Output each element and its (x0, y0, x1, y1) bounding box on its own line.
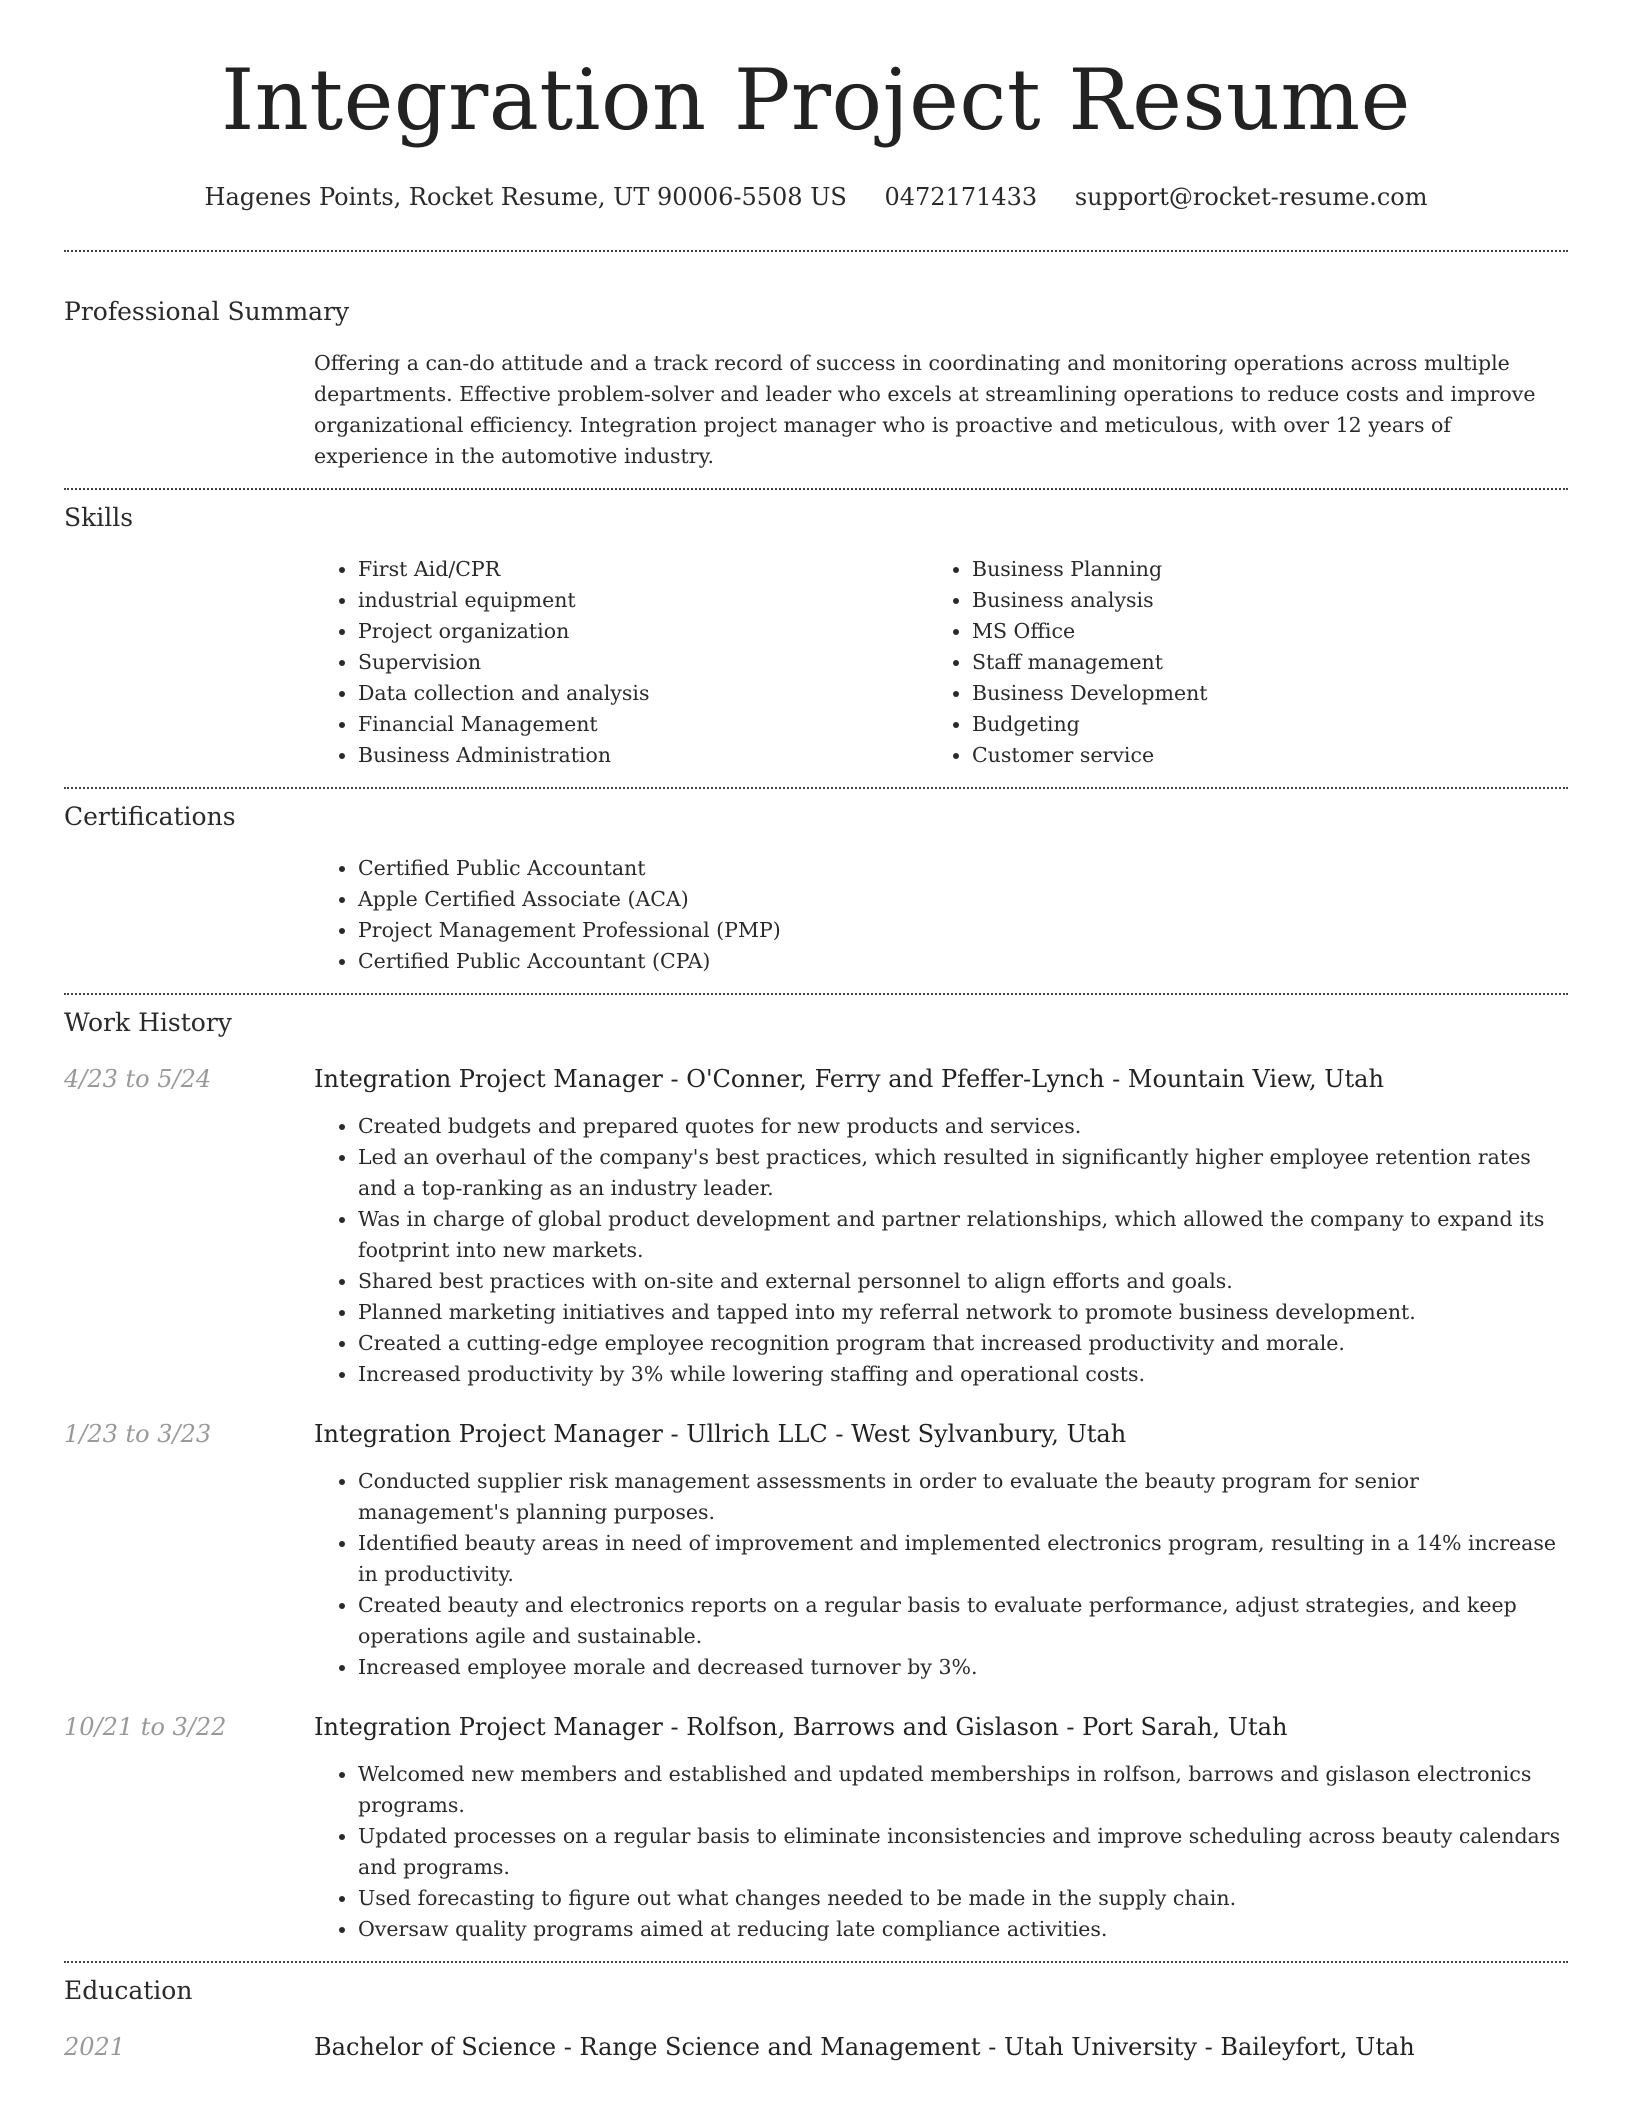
section-heading-certifications: Certifications (64, 802, 236, 831)
job-bullet: • Created a cutting-edge employee recognition program that increased productivity and morale. (358, 1328, 1568, 1359)
skill-item: • Business Administration (358, 740, 928, 771)
section-heading-work: Work History (64, 1008, 232, 1037)
skills-section (64, 490, 1568, 771)
job-header (64, 1063, 1568, 1095)
skills-list-right (928, 554, 1542, 771)
job-entry (64, 1418, 1568, 1683)
job-bullet: • Used forecasting to figure out what changes needed to be made in the supply chain. (358, 1883, 1568, 1914)
summary-text: Offering a can-do attitude and a track record of success in coordinating and monitoring operations across multiple departments. Effective problem-solver and leader who excels at streamlining operations to reduce costs and improve organizational efficiency. Integration project manager who is proactive and meticulous, with over 12 years of experience in the automotive industry. (314, 351, 1536, 468)
education-title: Bachelor of Science - Range Science and Management - Utah University - Baileyfort, Utah (314, 2033, 1415, 2061)
contact-email: support@rocket-resume.com (1074, 183, 1428, 211)
skill-item: • First Aid/CPR (358, 554, 928, 585)
job-bullet: • Increased productivity by 3% while lowering staffing and operational costs. (358, 1359, 1568, 1390)
job-header (64, 1711, 1568, 1743)
contact-phone: 0472171433 (884, 183, 1038, 211)
contact-address: Hagenes Points, Rocket Resume, UT 90006-5508 US (204, 183, 847, 211)
job-bullets (314, 1759, 1568, 1945)
section-heading-education: Education (64, 1976, 193, 2005)
work-section (64, 995, 1568, 1945)
education-section (64, 1963, 1568, 2063)
section-heading-summary: Professional Summary (64, 297, 350, 326)
certification-item: • Project Management Professional (PMP) (358, 915, 1568, 946)
skill-item: • Project organization (358, 616, 928, 647)
job-date: 10/21 to 3/22 (64, 1713, 227, 1741)
skill-item: • Staff management (972, 647, 1542, 678)
skills-columns (314, 554, 1568, 771)
skill-item: • Budgeting (972, 709, 1542, 740)
skill-item: • Business Planning (972, 554, 1542, 585)
job-bullet-list (314, 1111, 1568, 1390)
resume-title: Integration Project Resume (221, 51, 1411, 149)
job-title: Integration Project Manager - Rolfson, Barrows and Gislason - Port Sarah, Utah (314, 1713, 1288, 1741)
job-bullet-list (314, 1759, 1568, 1945)
skill-item: • Data collection and analysis (358, 678, 928, 709)
job-bullet: • Updated processes on a regular basis to eliminate inconsistencies and improve scheduling across beauty calendars and programs. (358, 1821, 1568, 1883)
certifications-list (314, 853, 1568, 977)
skill-item: • Customer service (972, 740, 1542, 771)
certification-item: • Certified Public Accountant (CPA) (358, 946, 1568, 977)
certifications-content (314, 853, 1568, 977)
job-title: Integration Project Manager - O'Conner, Ferry and Pfeffer-Lynch - Mountain View, Utah (314, 1065, 1384, 1093)
education-date: 2021 (64, 2033, 126, 2061)
job-bullet-list (314, 1466, 1568, 1683)
job-bullet: • Led an overhaul of the company's best practices, which resulted in significantly higher employee retention rates and a top-ranking as an industry leader. (358, 1142, 1568, 1204)
job-bullet: • Was in charge of global product development and partner relationships, which allowed the company to expand its footprint into new markets. (358, 1204, 1568, 1266)
skills-list-left (314, 554, 928, 771)
job-entry (64, 1063, 1568, 1390)
job-bullet: • Conducted supplier risk management assessments in order to evaluate the beauty program for senior management's planning purposes. (358, 1466, 1568, 1528)
skill-item: • Business Development (972, 678, 1542, 709)
job-bullets (314, 1111, 1568, 1390)
education-header (64, 2031, 1568, 2063)
certifications-section (64, 789, 1568, 977)
job-bullets (314, 1466, 1568, 1683)
job-date: 4/23 to 5/24 (64, 1065, 212, 1093)
job-entry (64, 1711, 1568, 1945)
job-date: 1/23 to 3/23 (64, 1420, 212, 1448)
job-bullet: • Oversaw quality programs aimed at reducing late compliance activities. (358, 1914, 1568, 1945)
job-bullet: • Shared best practices with on-site and external personnel to align efforts and goals. (358, 1266, 1568, 1297)
summary-content (314, 348, 1568, 472)
job-bullet: • Created budgets and prepared quotes for new products and services. (358, 1111, 1568, 1142)
skill-item: • MS Office (972, 616, 1542, 647)
job-title: Integration Project Manager - Ullrich LLC - West Sylvanbury, Utah (314, 1420, 1127, 1448)
skill-item: • Supervision (358, 647, 928, 678)
skill-item: • industrial equipment (358, 585, 928, 616)
section-heading-skills: Skills (64, 503, 134, 532)
job-bullet: • Increased employee morale and decreased turnover by 3%. (358, 1652, 1568, 1683)
summary-section (64, 252, 1568, 472)
certification-item: • Apple Certified Associate (ACA) (358, 884, 1568, 915)
skill-item: • Business analysis (972, 585, 1542, 616)
contact-line (64, 182, 1568, 212)
certification-item: • Certified Public Accountant (358, 853, 1568, 884)
job-bullet: • Identified beauty areas in need of improvement and implemented electronics program, resulting in a 14% increase in productivity. (358, 1528, 1568, 1590)
education-entry (64, 2031, 1568, 2063)
job-bullet: • Welcomed new members and established and updated memberships in rolfson, barrows and gislason electronics programs. (358, 1759, 1568, 1821)
job-bullet: • Created beauty and electronics reports on a regular basis to evaluate performance, adjust strategies, and keep operations agile and sustainable. (358, 1590, 1568, 1652)
job-bullet: • Planned marketing initiatives and tapped into my referral network to promote business development. (358, 1297, 1568, 1328)
skill-item: • Financial Management (358, 709, 928, 740)
job-header (64, 1418, 1568, 1450)
